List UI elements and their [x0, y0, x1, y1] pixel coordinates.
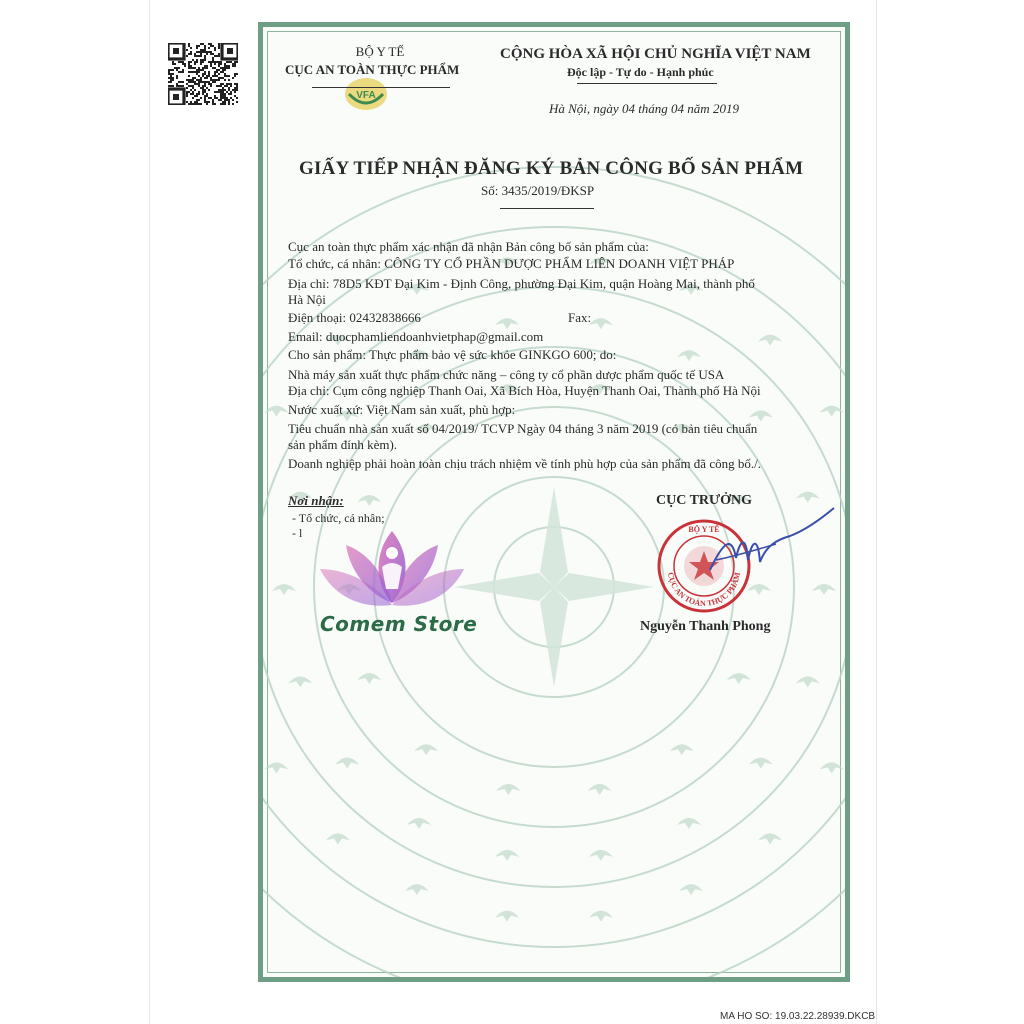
dossier-code: MA HO SO: 19.03.22.28939.DKCB: [720, 1011, 876, 1022]
drum-motif: [495, 850, 519, 861]
ministry-name: BỘ Y TẾ: [355, 44, 405, 59]
drum-motif: [414, 744, 438, 755]
body-line: Tiêu chuẩn nhà sản xuất số 04/2019/ TCVP Ngày 04 tháng 3 năm 2019 (có bản tiêu chuẩn: [288, 421, 758, 436]
drum-motif: [749, 758, 773, 769]
drum-motif: [264, 406, 288, 417]
drum-motif: [495, 911, 519, 922]
drum-motif: [495, 318, 519, 329]
seal-top-text: BỘ Y TẾ: [688, 525, 720, 534]
recipient-item: - Tổ chức, cá nhân;: [292, 511, 385, 525]
document-number: Số: 3435/2019/ĐKSP: [481, 183, 595, 198]
drum-motif: [357, 673, 381, 684]
issue-date: Hà Nội, ngày 04 tháng 04 năm 2019: [549, 101, 739, 116]
fax-label: Fax:: [568, 310, 592, 325]
drum-motif: [727, 673, 751, 684]
drum-motif: [264, 762, 288, 773]
drum-motif: [796, 676, 820, 687]
document-title: GIẤY TIẾP NHẬN ĐĂNG KÝ BẢN CÔNG BỐ SẢN PHẨM: [299, 158, 804, 179]
drum-motif: [677, 350, 701, 361]
body-line: Hà Nội: [288, 292, 326, 307]
seal-ring-text: CỤC AN TOÀN THỰC PHẨM: [666, 571, 743, 609]
drum-motif: [335, 758, 359, 769]
drum-motif: [589, 911, 613, 922]
drum-motif: [679, 884, 703, 895]
body-line: Nước xuất xứ: Việt Nam sản xuất, phù hợp:: [288, 402, 516, 417]
body-line: Nhà máy sản xuất thực phẩm chức năng – công ty cổ phần dược phẩm quốc tế USA: [288, 367, 725, 382]
body-line: Email: duocphamliendoanhvietphap@gmail.com: [288, 329, 544, 344]
recipient-item: - l: [292, 526, 303, 540]
drum-motif: [749, 410, 773, 421]
drum-motif: [677, 818, 701, 829]
body-line: Cho sản phẩm: Thực phẩm bảo vệ sức khỏe GINKGO 600; do:: [288, 347, 617, 362]
body-line: Cục an toàn thực phẩm xác nhận đã nhận Bản công bố sản phẩm của:: [288, 239, 649, 254]
drum-motif: [272, 584, 296, 595]
signer-title: CỤC TRƯỞNG: [656, 493, 753, 508]
body-line: Địa chỉ: Cụm công nghiệp Thanh Oai, Xã Bích Hòa, Huyện Thanh Oai, Thành phố Hà Nội: [288, 383, 761, 398]
drum-motif: [496, 784, 520, 795]
recipients-heading: Nơi nhận:: [288, 493, 344, 508]
vfa-logo: [343, 76, 389, 112]
drum-motif: [758, 335, 782, 346]
drum-motif: [758, 833, 782, 844]
drum-motif: [670, 744, 694, 755]
drum-motif: [326, 833, 350, 844]
national-motto: Độc lập - Tự do - Hạnh phúc: [567, 65, 714, 79]
body-line: sản phẩm đính kèm).: [288, 437, 398, 452]
drum-motif: [407, 818, 431, 829]
drum-motif: [588, 784, 612, 795]
svg-text:VFA: VFA: [356, 90, 376, 101]
department-name: CỤC AN TOÀN THỰC PHẨM: [285, 62, 460, 77]
signer-name: Nguyễn Thanh Phong: [640, 619, 771, 634]
drum-motif: [357, 495, 381, 506]
store-watermark: Comem Store: [320, 612, 478, 636]
drum-motif: [288, 676, 312, 687]
body-line: Tổ chức, cá nhân: CÔNG TY CỔ PHẦN DƯỢC PHẨM LIÊN DOANH VIỆT PHÁP: [288, 256, 735, 271]
nation-name: CỘNG HÒA XÃ HỘI CHỦ NGHĨA VIỆT NAM: [500, 46, 811, 62]
drum-motif: [405, 884, 429, 895]
body-line: Doanh nghiệp phải hoàn toàn chịu trách nhiệm về tính phù hợp của sản phẩm đã công bố./.: [288, 456, 761, 471]
qr-code: [168, 43, 238, 105]
handwritten-signature: [706, 500, 838, 590]
drum-motif: [589, 318, 613, 329]
drum-motif: [820, 406, 844, 417]
drum-motif: [820, 762, 844, 773]
body-line: Địa chỉ: 78D5 KĐT Đại Kim - Định Công, phường Đại Kim, quận Hoàng Mai, thành phố: [288, 276, 755, 291]
drum-motif: [589, 850, 613, 861]
body-line: Điện thoại: 02432838666: [288, 310, 421, 325]
